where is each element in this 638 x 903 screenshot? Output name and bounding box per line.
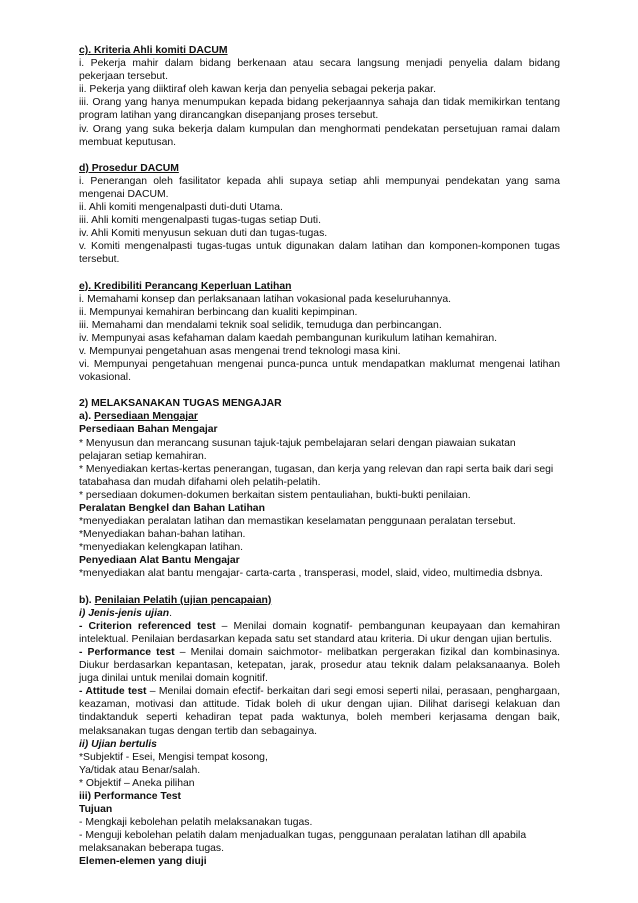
section-d-item: v. Komiti mengenalpasti tugas-tugas untuk digunakan dalam latihan dan komponen-komponen tugas tersebut. — [79, 241, 560, 266]
section-d-item: iii. Ahli komiti mengenalpasti tugas-tugas setiap Duti. — [79, 215, 321, 227]
section-d-item: i. Penerangan oleh fasilitator kepada ahli supaya setiap ahli mempunyai pendekatan yang sama mengenai DACUM. — [79, 175, 560, 200]
section-d-item: ii. Ahli komiti mengenalpasti duti-duti Utama. — [79, 202, 283, 214]
section-e-item: ii. Mempunyai kemahiran berbincang dan kualiti kepimpinan. — [79, 306, 358, 318]
subsection-b-title: Penilaian Pelatih (ujian pencapaian) — [94, 594, 272, 606]
ujian-bertulis-item: * Objektif – Aneka pilihan — [79, 777, 195, 789]
section-d-heading: d) Prosedur DACUM — [79, 162, 179, 174]
tujuan-item: - Menguji kebolehan pelatih dalam menjadualkan tugas, penggunaan peralatan latihan dll apabila melaksanakan beberapa tugas. — [79, 830, 527, 855]
section-d-item: iv. Ahli Komiti menyusun sekuan duti dan tugas-tugas. — [79, 228, 328, 240]
performance-test-heading: iii) Performance Test — [79, 790, 182, 802]
subsection-a-title: Persediaan Mengajar — [94, 411, 198, 423]
paragraph-gap — [79, 581, 560, 594]
peralatan-bengkel-item: *Menyediakan bahan-bahan latihan. — [79, 529, 246, 541]
performance-test-label: - Performance test — [79, 646, 175, 658]
section-e-item: iii. Memahami dan mendalami teknik soal selidik, temuduga dan perbincangan. — [79, 319, 442, 331]
bahan-mengajar-item: * Menyusun dan merancang susunan tajuk-tajuk pembelajaran selari dengan piawaian sukatan pelajaran setiap kemahiran. — [79, 437, 516, 462]
elemen-diuji-heading: Elemen-elemen yang diuji — [79, 856, 207, 868]
section-e-item: vi. Mempunyai pengetahuan mengenai punca-punca untuk mendapatkan maklumat mengenai latihan vokasional. — [79, 359, 560, 384]
attitude-test-label: - Attitude test — [79, 686, 147, 698]
ujian-bertulis-heading: ii) Ujian bertulis — [79, 738, 157, 750]
section-c-heading: c). Kriteria Ahli komiti DACUM — [79, 45, 228, 56]
section-2-heading: 2) MELAKSANAKAN TUGAS MENGAJAR — [79, 398, 282, 410]
attitude-test-paragraph — [79, 685, 560, 737]
subsection-b-prefix: b). — [79, 594, 95, 606]
tujuan-heading: Tujuan — [79, 804, 113, 816]
paragraph-gap — [79, 149, 560, 162]
paragraph-gap — [79, 384, 560, 397]
subsection-b-heading — [79, 594, 560, 607]
bahan-mengajar-heading: Persediaan Bahan Mengajar — [79, 424, 218, 436]
attitude-test-text: – Menilai domain efectif- berkaitan dari segi emosi seperti nilai, perasaan, penghargaan, keazaman, motivasi dan attitude. Tidak boleh di ukur dengan ujian. Dilihat darisegi kelakuan dan tindaktanduk seperti kehadiran tepat pada waktunya, boleh memberi kerjasama dengan baik, melaksanakan tugas dengan tertib dan sebagainya. — [79, 686, 560, 737]
criterion-test-text: – Menilai domain kognatif- pembangunan keupayaan dan kemahiran intelektual. Penilaian berdasarkan kepada satu set standard atau kriteria. Di ukur dengan ujian bertulis. — [79, 620, 560, 645]
section-e-heading: e). Kredibiliti Perancang Keperluan Latihan — [79, 280, 292, 292]
section-e-item: i. Memahami konsep dan perlaksanaan latihan vokasional pada keseluruhannya. — [79, 293, 451, 305]
tujuan-item: - Mengkaji kebolehan pelatih melaksanakan tugas. — [79, 817, 313, 829]
performance-test-paragraph — [79, 646, 560, 685]
peralatan-bengkel-item: *menyediakan kelengkapan latihan. — [79, 542, 244, 554]
section-c-item: i. Pekerja mahir dalam bidang berkenaan atau secara langsung menjadi penyelia dalam bidang pekerjaan tersebut. — [79, 58, 560, 83]
ujian-bertulis-item: *Subjektif - Esei, Mengisi tempat kosong, — [79, 751, 268, 763]
subsection-a-prefix: a). — [79, 411, 95, 423]
section-c-item: iv. Orang yang suka bekerja dalam kumpulan dan menghormati pendekatan persetujuan ramai dalam membuat keputusan. — [79, 123, 560, 148]
subsection-a-heading — [79, 410, 560, 423]
bahan-mengajar-item: * Menyediakan kertas-kertas penerangan, tugasan, dan kerja yang relevan dan rapi serta baik dari segi tatabahasa dan mudah difahami oleh pelatih-pelatih. — [79, 463, 554, 488]
section-e-item: iv. Mempunyai asas kefahaman dalam kaedah pembangunan kurikulum latihan kemahiran. — [79, 332, 497, 344]
section-c-item: ii. Pekerja yang diiktiraf oleh kawan kerja dan penyelia sebagai pekerja pakar. — [79, 84, 436, 96]
peralatan-bengkel-heading: Peralatan Bengkel dan Bahan Latihan — [79, 503, 265, 514]
ujian-bertulis-item: Ya/tidak atau Benar/salah. — [79, 764, 201, 776]
alat-bantu-item: *menyediakan alat bantu mengajar- carta-carta , transperasi, model, slaid, video, multimedia dsbnya. — [79, 568, 543, 580]
bahan-mengajar-item: * persediaan dokumen-dokumen berkaitan sistem pentauliahan, bukti-bukti penilaian. — [79, 489, 471, 501]
section-e-item: v. Mempunyai pengetahuan asas mengenai trend teknologi masa kini. — [79, 345, 401, 357]
alat-bantu-heading: Penyediaan Alat Bantu Mengajar — [79, 555, 240, 567]
criterion-test-paragraph — [79, 620, 560, 646]
paragraph-gap — [79, 267, 560, 280]
jenis-ujian-title: i) Jenis-jenis ujian — [79, 607, 170, 619]
jenis-ujian-dot: . — [169, 607, 172, 619]
peralatan-bengkel-item: *menyediakan peralatan latihan dan memastikan keselamatan penggunaan peralatan tersebut. — [79, 516, 516, 528]
section-c-item: iii. Orang yang hanya menumpukan kepada bidang pekerjaannya sahaja dan tidak memikirkan tentang program latihan yang dirancangkan disepanjang proses tersebut. — [79, 97, 560, 122]
criterion-test-label: - Criterion referenced test — [79, 620, 216, 632]
performance-test-text: – Menilai domain saichmotor- melibatkan pergerakan fizikal dan kombinasinya. Diukur berdasarkan kepantasan, ketepatan, jarak, prosedur atau teknik dalam pelaksanaanya. Boleh juga dinilai untuk menilai domain kognitif. — [79, 646, 560, 685]
jenis-ujian-heading — [79, 607, 560, 620]
